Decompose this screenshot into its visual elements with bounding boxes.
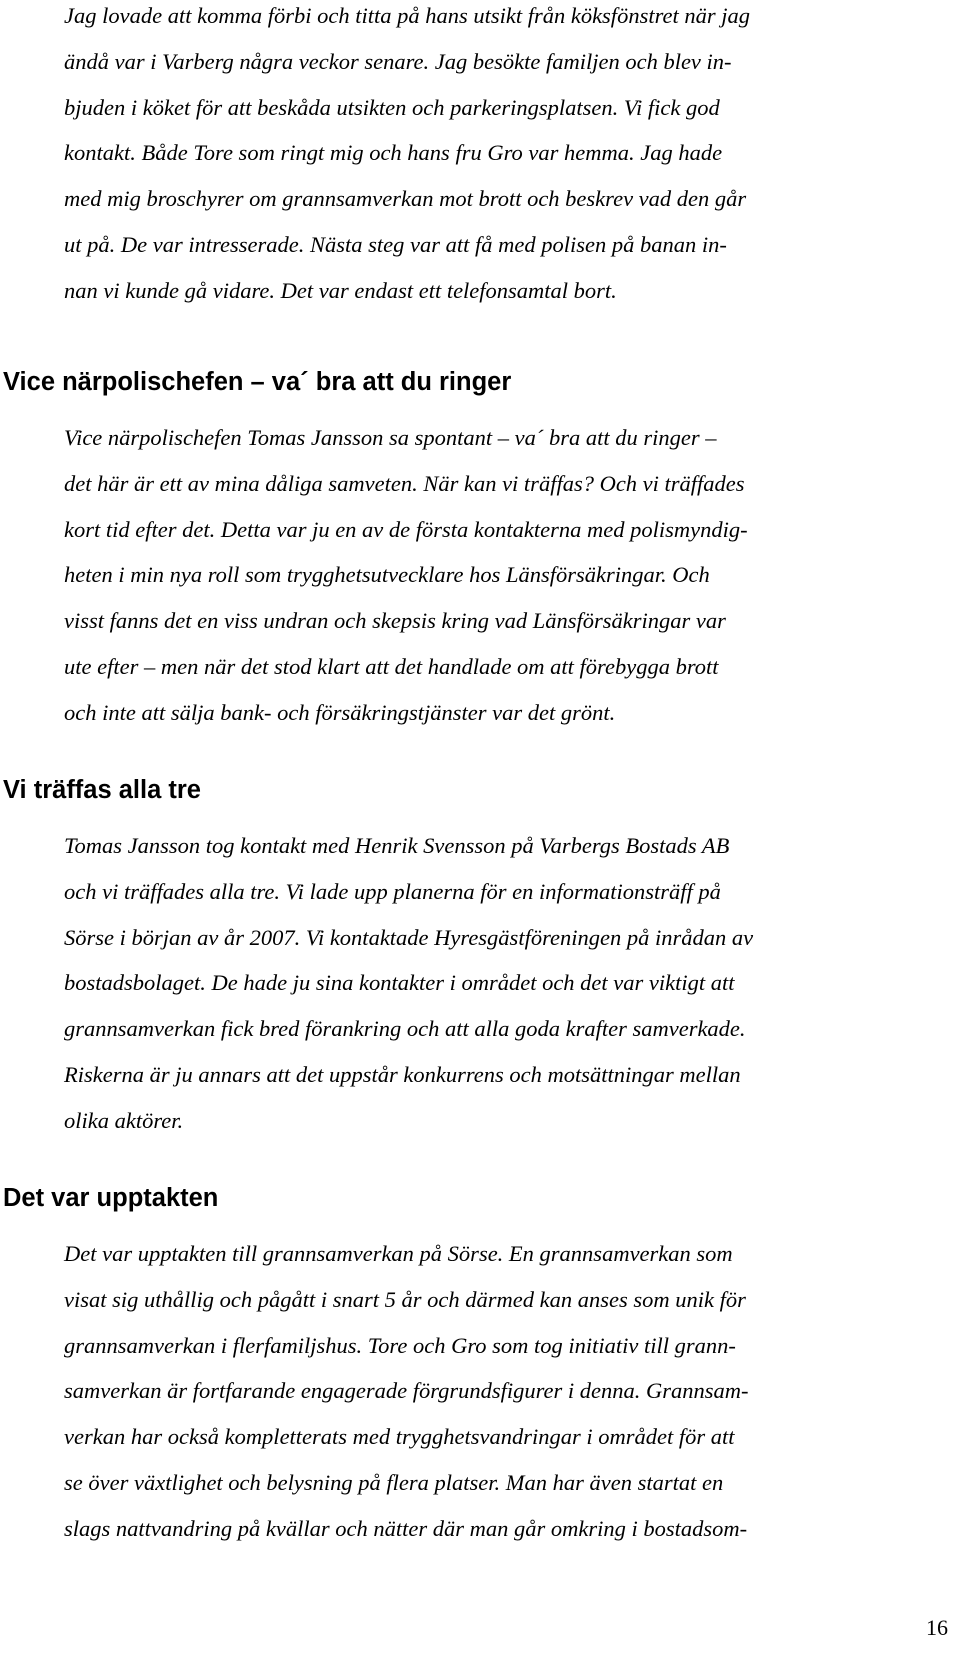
text-line: ute efter – men när det stod klart att det handlade om att förebygga brott: [64, 653, 719, 679]
text-line: det här är ett av mina dåliga samveten. När kan vi träffas? Och vi träffades: [64, 470, 745, 496]
text-line: se över växtlighet och belysning på flera platser. Man har även startat en: [64, 1469, 724, 1495]
section-heading: Vice närpolischefen – va´ bra att du ringer: [3, 368, 512, 396]
text-line: bjuden i köket för att beskåda utsikten och parkeringsplatsen. Vi fick god: [64, 94, 720, 120]
section-paragraph: [64, 1231, 904, 1552]
text-line: Vice närpolischefen Tomas Jansson sa spontant – va´ bra att du ringer –: [64, 425, 717, 450]
text-line: ändå var i Varberg några veckor senare. Jag besökte familjen och blev in-: [64, 48, 732, 74]
text-line: verkan har också kompletterats med trygghetsvandringar i området för att: [64, 1424, 735, 1450]
text-line: visat sig uthållig och pågått i snart 5 år och därmed kan anses som unik för: [64, 1286, 746, 1312]
text-line: grannsamverkan fick bred förankring och att alla goda krafter samverkade.: [64, 1016, 746, 1042]
text-line: Riskerna är ju annars att det uppstår konkurrens och motsättningar mellan: [64, 1061, 741, 1087]
text-line: grannsamverkan i flerfamiljshus. Tore och Gro som tog initiativ till grann-: [64, 1332, 736, 1358]
text-line: slags nattvandring på kvällar och nätter där man går omkring i bostadsom-: [64, 1515, 748, 1541]
text-line: bostadsbolaget. De hade ju sina kontakter i området och det var viktigt att: [64, 970, 735, 996]
text-line: kontakt. Både Tore som ringt mig och hans fru Gro var hemma. Jag hade: [64, 140, 723, 166]
text-line: Jag lovade att komma förbi och titta på hans utsikt från köksfönstret när jag: [64, 3, 750, 28]
text-line: samverkan är fortfarande engagerade förgrundsfigurer i denna. Grannsam-: [64, 1378, 749, 1404]
section-heading: Det var upptakten: [3, 1184, 219, 1212]
text-line: kort tid efter det. Detta var ju en av de första kontakterna med polismyndig-: [64, 516, 748, 542]
text-line: med mig broschyrer om grannsamverkan mot brott och beskrev vad den går: [64, 186, 747, 212]
page-number: 16: [926, 1615, 948, 1640]
text-line: visst fanns det en viss undran och skepsis kring vad Länsförsäkringar var: [64, 608, 726, 634]
text-line: Tomas Jansson tog kontakt med Henrik Svensson på Varbergs Bostads AB: [64, 833, 730, 858]
text-line: nan vi kunde gå vidare. Det var endast ett telefonsamtal bort.: [64, 277, 617, 303]
text-line: och vi träffades alla tre. Vi lade upp planerna för en informationsträff på: [64, 878, 721, 904]
text-line: Sörse i början av år 2007. Vi kontaktade Hyresgästföreningen på inrådan av: [64, 924, 754, 950]
text-line: ut på. De var intresserade. Nästa steg var att få med polisen på banan in-: [64, 231, 727, 257]
intro-paragraph: [64, 0, 904, 314]
section-paragraph: [64, 823, 904, 1144]
text-line: heten i min nya roll som trygghetsutvecklare hos Länsförsäkringar. Och: [64, 562, 710, 588]
text-line: olika aktörer.: [64, 1107, 184, 1133]
text-line: och inte att sälja bank- och försäkringstjänster var det grönt.: [64, 699, 616, 725]
section-heading: Vi träffas alla tre: [3, 776, 201, 804]
section-paragraph: [64, 415, 904, 736]
text-line: Det var upptakten till grannsamverkan på Sörse. En grannsamverkan som: [64, 1241, 733, 1266]
